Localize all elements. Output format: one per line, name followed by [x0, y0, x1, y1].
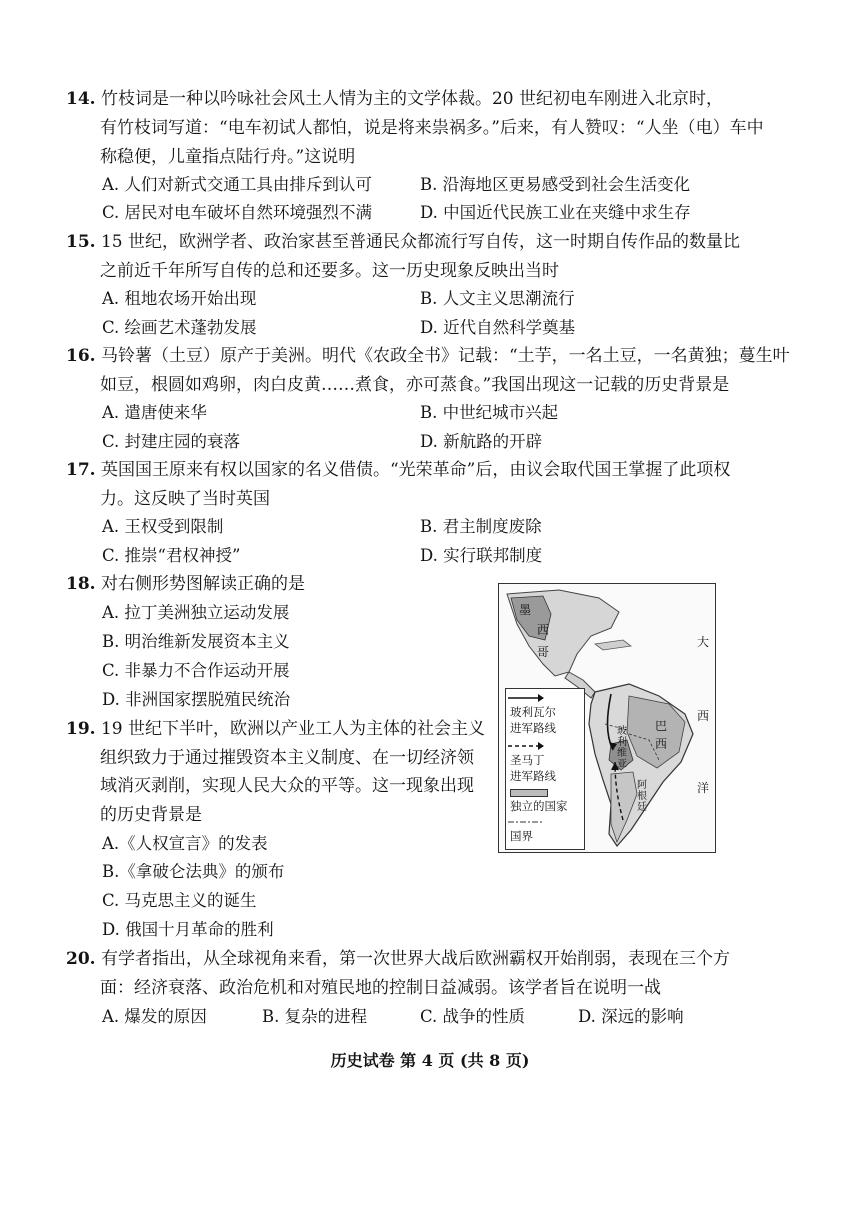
legend-border: 国界	[510, 829, 533, 843]
question-19-option-b[interactable]: B.《拿破仑法典》的颁布	[102, 862, 285, 881]
question-19-option-c[interactable]: C. 马克思主义的诞生	[102, 891, 257, 910]
question-20-stem-2: 面：经济衰落、政治危机和对殖民地的控制日益减弱。该学者旨在说明一战	[100, 978, 661, 998]
question-17-option-c[interactable]: C. 推崇“君权神授”	[102, 546, 241, 565]
question-15-option-c[interactable]: C. 绘画艺术蓬勃发展	[102, 318, 257, 337]
question-15-option-a[interactable]: A. 租地农场开始出现	[102, 289, 257, 308]
question-19-option-a[interactable]: A.《人权宣言》的发表	[102, 834, 268, 853]
question-17-stem-1: 英国国王原来有权以国家的名义借债。“光荣革命”后，由议会取代国王掌握了此项权	[100, 460, 731, 480]
question-19-stem-3: 域消灭剥削，实现人民大众的平等。这一现象出现	[100, 776, 474, 796]
question-20-option-a[interactable]: A. 爆发的原因	[102, 1007, 207, 1026]
question-15-option-d[interactable]: D. 近代自然科学奠基	[420, 318, 576, 337]
question-16-option-d[interactable]: D. 新航路的开辟	[420, 432, 543, 451]
map-label-argentina: 阿根廷	[637, 780, 647, 813]
legend-solid-arrow	[506, 693, 546, 703]
question-14-stem-2: 有竹枝词写道：“电车初试人都怕，说是将来祟祸多。”后来，有人赞叹：“人坐（电）车中	[100, 118, 764, 138]
question-18-option-b[interactable]: B. 明治维新发展资本主义	[102, 632, 290, 651]
map-label-mexico-3: 哥	[537, 645, 550, 659]
question-14-stem-3: 称稳便，儿童指点陆行舟。”这说明	[100, 147, 356, 167]
legend-independent: 独立的国家	[510, 799, 568, 813]
page-footer: 历史试卷 第 4 页 (共 8 页)	[330, 1051, 530, 1070]
question-18-line-1	[66, 573, 305, 595]
question-20-option-b[interactable]: B. 复杂的进程	[262, 1007, 368, 1026]
map-label-mexico-1: 墨	[519, 603, 532, 617]
map-label-ocean-1: 大	[697, 635, 710, 649]
map-label-bolivia: 玻利维亚	[617, 726, 627, 770]
question-16-stem-2: 如豆，根圆如鸡卵，肉白皮黄……煮食，亦可蒸食。”我国出现这一记载的历史背景是	[100, 375, 730, 395]
question-14-option-a[interactable]: A. 人们对新式交通工具由排斥到认可	[102, 175, 372, 194]
question-20-stem-1: 有学者指出，从全球视角来看，第一次世界大战后欧洲霸权开始削弱，表现在三个方	[100, 949, 730, 969]
question-15-stem-2: 之前近千年所写自传的总和还要多。这一历史现象反映出当时	[100, 261, 559, 281]
question-20-number: 20.	[66, 949, 96, 969]
question-19-stem-2: 组织致力于通过摧毁资本主义制度、在一切经济领	[100, 748, 474, 768]
question-17-number: 17.	[66, 460, 96, 480]
legend-sanmartin-2: 进军路线	[510, 769, 556, 783]
question-18-number: 18.	[66, 574, 96, 594]
question-20-line-1	[66, 948, 730, 970]
question-16-line-1	[66, 345, 790, 367]
legend-dashed-arrow	[506, 741, 546, 751]
legend-sanmartin-1: 圣马丁	[510, 753, 545, 767]
question-14-line-1	[66, 88, 723, 110]
question-19-stem-1: 19 世纪下半叶，欧洲以产业工人为主体的社会主义	[100, 719, 486, 739]
map-label-mexico-2: 西	[537, 623, 550, 637]
latin-america-map	[498, 583, 716, 853]
question-16-number: 16.	[66, 346, 96, 366]
question-17-option-b[interactable]: B. 君主制度废除	[420, 517, 542, 536]
legend-bolivar-2: 进军路线	[510, 721, 556, 735]
question-18-option-d[interactable]: D. 非洲国家摆脱殖民统治	[102, 690, 291, 709]
question-14-number: 14.	[66, 89, 96, 109]
legend-border-line	[506, 819, 546, 825]
question-15-option-b[interactable]: B. 人文主义思潮流行	[420, 289, 575, 308]
question-16-stem-1: 马铃薯（土豆）原产于美洲。明代《农政全书》记载：“土芋，一名土豆，一名黄独；蔓生叶	[100, 346, 790, 366]
question-17-line-1	[66, 459, 730, 481]
legend-bolivar-1: 玻利瓦尔	[510, 705, 556, 719]
question-17-option-d[interactable]: D. 实行联邦制度	[420, 546, 543, 565]
caribbean-islands	[595, 640, 631, 650]
map-legend	[505, 688, 585, 850]
question-20-option-c[interactable]: C. 战争的性质	[420, 1007, 526, 1026]
question-19-line-1	[66, 718, 485, 740]
question-15-line-1	[66, 231, 740, 253]
map-label-brazil-2: 西	[655, 737, 668, 751]
map-label-brazil-1: 巴	[655, 719, 668, 733]
question-18-stem-1: 对右侧形势图解读正确的是	[100, 574, 305, 594]
question-20-option-d[interactable]: D. 深远的影响	[578, 1007, 684, 1026]
question-17-stem-2: 力。这反映了当时英国	[100, 489, 270, 509]
map-label-ocean-2: 西	[697, 709, 710, 723]
question-18-option-a[interactable]: A. 拉丁美洲独立运动发展	[102, 603, 290, 622]
legend-independent-swatch	[510, 789, 548, 797]
question-19-option-d[interactable]: D. 俄国十月革命的胜利	[102, 920, 274, 939]
question-16-option-c[interactable]: C. 封建庄园的衰落	[102, 432, 241, 451]
question-16-option-b[interactable]: B. 中世纪城市兴起	[420, 403, 559, 422]
question-17-option-a[interactable]: A. 王权受到限制	[102, 517, 224, 536]
question-15-number: 15.	[66, 232, 96, 252]
question-14-stem-1: 竹枝词是一种以吟咏社会风土人情为主的文学体裁。20 世纪初电车刚进入北京时，	[100, 89, 724, 109]
map-label-ocean-3: 洋	[697, 781, 710, 795]
question-19-stem-4: 的历史背景是	[100, 805, 202, 825]
question-14-option-c[interactable]: C. 居民对电车破坏自然环境强烈不满	[102, 203, 373, 222]
question-14-option-b[interactable]: B. 沿海地区更易感受到社会生活变化	[420, 175, 691, 194]
question-18-option-c[interactable]: C. 非暴力不合作运动开展	[102, 661, 290, 680]
question-15-stem-1: 15 世纪，欧洲学者、政治家甚至普通民众都流行写自传，这一时期自传作品的数量比	[100, 232, 741, 252]
question-19-number: 19.	[66, 719, 96, 739]
question-14-option-d[interactable]: D. 中国近代民族工业在夹缝中求生存	[420, 203, 691, 222]
question-16-option-a[interactable]: A. 遣唐使来华	[102, 403, 207, 422]
